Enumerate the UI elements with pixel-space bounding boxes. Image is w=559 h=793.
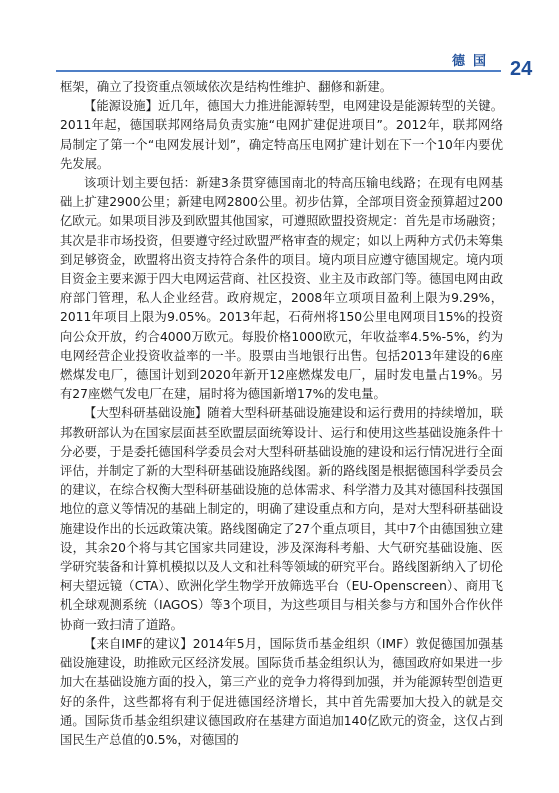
paragraph-energy-facilities: 【能源设施】近几年，德国大力推进能源转型，电网建设是能源转型的关键。2011年起，德国联邦网络局负责实施“电网扩建促进项目”。2012年，联邦网络局制定了第一个“电网发展计划”，确定特高压电网扩建计划在下一个10年内要优先发展。 <box>60 99 503 171</box>
running-header-country: 德国 <box>452 54 495 69</box>
page-header <box>0 0 559 84</box>
header-rule <box>56 70 501 72</box>
paragraph-grid-plan: 该项计划主要包括：新建3条贯穿德国南北的特高压输电线路；在现有电网基础上扩建2900公里；新建电网2800公里。初步估算，全部项目资金预算超过200亿欧元。如果项目涉及到欧盟其他国家，可遵照欧盟投资规定：首先是市场融资；其次是非市场投资，但要遵守经过欧盟严格审查的规定；如以上两种方式仍未筹集到足够资金，欧盟将出资支持符合条件的项目。境内项目应遵守德国规定。境内项目资金主要来源于四大电网运营商、社区投资、业主及市政部门等。德国电网由政府部门管理，私人企业经营。政府规定，2008年立项项目盈利上限为9.29%，2011年项目上限为9.05%。2013年起，石荷州将150公里电网项目15%的投资向公众开放，约合4000万欧元。每股价格1000欧元，年收益率4.5%-5%，约为电网经营企业投资收益率的一半。股票由当地银行出售。包括2013年建设的6座燃煤发电厂，德国计划到2020年新开12座燃煤发电厂，届时发电量占19%。另有27座燃气发电厂在建，届时将为德国新增17%的发电量。 <box>60 176 503 402</box>
page-number: 24 <box>510 58 533 80</box>
paragraph-imf-advice: 【来自IMF的建议】2014年5月，国际货币基金组织（IMF）敦促德国加强基础设施建设，助推欧元区经济发展。国际货币基金组织认为，德国政府如果进一步加大在基础设施方面的投入，第三产业的竞争力将得到加强，并为能源转型创造更好的条件，这些都将有利于促进德国经济增长，其中首先需要加大投入的就是交通。国际货币基金组织建议德国政府在基建方面追加140亿欧元的资金，这仅占到国民生产总值的0.5%，对德国的 <box>60 636 503 747</box>
paragraph-research-infrastructure: 【大型科研基础设施】随着大型科研基础设施建设和运行费用的持续增加，联邦教研部认为在国家层面甚至欧盟层面统筹设计、运行和使用这些基础设施条件十分必要，于是委托德国科学委员会对大型科研基础设施的建设和运行情况进行全面评估，并制定了新的大型科研基础设施路线图。新的路线图是根据德国科学委员会的建议，在综合权衡大型科研基础设施的总体需求、科学潜力及其对德国科技强国地位的意义等情况的基础上制定的，明确了建设重点和方向，是对大型科研基础设施建设作出的长远政策决策。路线图确定了27个重点项目，其中7个由德国独立建设，其余20个将与其它国家共同建设，涉及深海科考船、大气研究基础设施、医学研究装备和计算机模拟以及人文和社科等领域的研究平台。路线图新纳入了切伦柯夫望远镜（CTA）、欧洲化学生物学开放筛选平台（EU-Openscreen）、商用飞机全球观测系统（IAGOS）等3个项目，为这些项目与相关参与方和国外合作伙伴协商一致扫清了道路。 <box>60 406 503 632</box>
paragraph-continuation: 框架，确立了投资重点领域依次是结构性维护、翻修和新建。 <box>60 80 393 94</box>
body-text <box>60 78 503 750</box>
